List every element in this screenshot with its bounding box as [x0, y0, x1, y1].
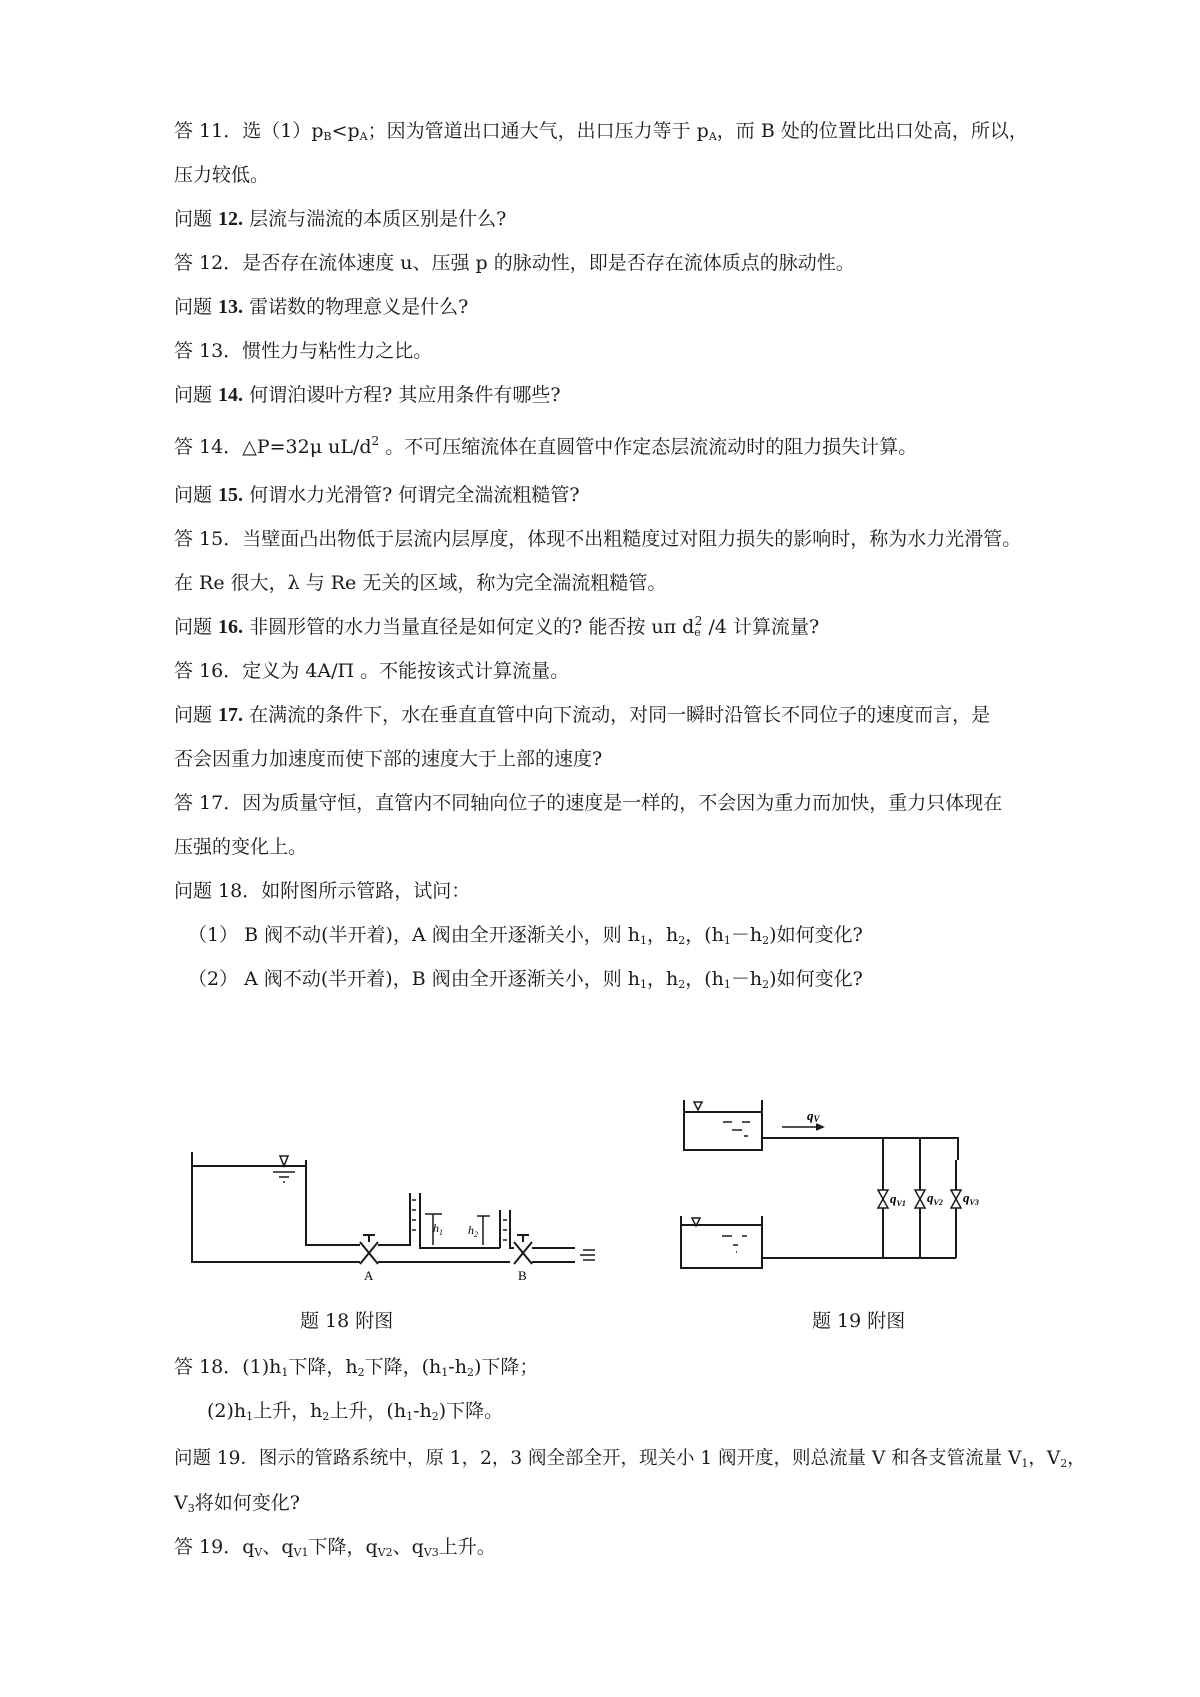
subscript-B: B	[323, 130, 332, 143]
subscript-1: 1	[441, 1366, 449, 1379]
answer-text: )下降；	[473, 1356, 539, 1378]
answer-text: 答 19．q	[174, 1536, 255, 1558]
subscript-1: 1	[723, 978, 731, 991]
answer-15-line2: 在 Re 很大，λ 与 Re 无关的区域，称为完全湍流粗糙管。	[174, 572, 667, 594]
subscript-1: 1	[640, 978, 647, 991]
symbol-h: h	[666, 968, 679, 990]
question-text: 何谓泊谡叶方程? 其应用条件有哪些?	[243, 384, 561, 406]
subscript-1: 1	[1021, 1457, 1029, 1470]
figure-19-parallel-pipe-diagram	[620, 1090, 990, 1290]
answer-11-line1	[174, 118, 1028, 144]
answer-text: 上升，h	[253, 1400, 323, 1422]
subscript-1: 1	[246, 1410, 254, 1423]
question-prefix: 问题	[174, 616, 219, 638]
item-text: （1） B 阀不动(半开着)，A 阀由全开逐渐关小，则 h	[188, 924, 640, 946]
figure-18-pipeline-diagram	[170, 1080, 610, 1280]
question-18-item1	[188, 922, 863, 948]
label-qv1: $q_{V1}$	[890, 1191, 906, 1208]
question-19-line2	[174, 1490, 300, 1516]
paren-open: ，(h	[685, 924, 724, 946]
question-15	[174, 482, 580, 508]
question-17-line1	[174, 702, 990, 728]
subscript-v1: V1	[293, 1546, 309, 1559]
question-16	[174, 614, 819, 640]
subscript-e: e	[694, 626, 701, 639]
subscript-1: 1	[640, 934, 647, 947]
separator: ，	[1067, 1448, 1086, 1469]
valve-3	[951, 1190, 961, 1208]
paren-open: ，(h	[685, 968, 724, 990]
label-qv2: $q_{V2}$	[927, 1190, 943, 1207]
symbol-pA: p	[347, 120, 360, 142]
subscript-1: 1	[406, 1410, 414, 1423]
valve-1	[878, 1190, 888, 1208]
answer-text: 上升。	[438, 1536, 496, 1558]
superscript: 2	[371, 434, 380, 448]
minus: －h	[730, 968, 763, 990]
paren-close: )如何变化?	[769, 924, 863, 946]
subscript-2: 2	[762, 934, 770, 947]
question-text: 将如何变化?	[194, 1492, 300, 1514]
paren-close: )如何变化?	[769, 968, 863, 990]
question-prefix: 问题	[174, 208, 219, 230]
answer-14	[174, 434, 917, 460]
answer-text: -h	[413, 1400, 432, 1422]
subscript-2: 2	[678, 934, 686, 947]
label-valve-a: A	[364, 1268, 374, 1280]
question-text: 何谓水力光滑管? 何谓完全湍流粗糙管?	[243, 484, 580, 506]
answer-19	[174, 1534, 496, 1560]
valve-a	[360, 1242, 378, 1264]
question-prefix: 问题	[174, 484, 219, 506]
question-number: 15.	[218, 484, 244, 506]
question-text: 层流与湍流的本质区别是什么?	[243, 208, 507, 230]
symbol-h: h	[666, 924, 679, 946]
answer-11-prefix: 答 11．选（1）	[174, 120, 312, 142]
symbol-pA2: p	[696, 120, 709, 142]
answer-text: 、q	[262, 1536, 294, 1558]
tank-wall-right	[306, 1160, 340, 1245]
subscript-2: 2	[322, 1410, 330, 1423]
question-12	[174, 206, 506, 232]
formula: 答 14．△P=32μ uL/d	[174, 436, 372, 458]
water-level-marker	[280, 1156, 288, 1166]
answer-16: 答 16．定义为 4A/Π 。不能按该式计算流量。	[174, 660, 570, 682]
minus: －h	[730, 924, 763, 946]
lower-tank	[681, 1216, 762, 1268]
symbol-v: V	[174, 1492, 188, 1514]
subscript-2: 2	[357, 1366, 365, 1379]
question-14	[174, 382, 561, 408]
question-17-line2: 否会因重力加速度而使下部的速度大于上部的速度?	[174, 748, 603, 770]
question-text: 在满流的条件下，水在垂直直管中向下流动，对同一瞬时沿管长不同位子的速度而言，是	[243, 704, 991, 726]
subscript-A2: A	[708, 130, 717, 143]
subscript-2: 2	[762, 978, 770, 991]
answer-11-tail: ，而 B 处的位置比出口处高，所以，	[716, 120, 1028, 142]
answer-text: )下降。	[438, 1400, 504, 1422]
subscript-v: V	[254, 1546, 263, 1559]
question-number: 14.	[218, 384, 244, 406]
answer-text: 、q	[392, 1536, 424, 1558]
upper-tank	[684, 1100, 762, 1150]
question-18: 问题 18．如附图所示管路，试问：	[174, 880, 471, 902]
label-h1: $h_1$	[433, 1221, 443, 1237]
subscript-v3: V3	[423, 1546, 439, 1559]
answer-17-line1: 答 17．因为质量守恒，直管内不同轴向位子的速度是一样的，不会因为重力而加快，重力只体现在	[174, 792, 1003, 814]
answer-text: 上升，(h	[329, 1400, 407, 1422]
valve-2	[915, 1190, 925, 1208]
label-qv: qV	[807, 1108, 820, 1124]
superscript-2: 2	[694, 614, 703, 628]
valve-b	[514, 1242, 532, 1264]
answer-18-line2	[207, 1398, 503, 1424]
answer-12: 答 12．是否存在流体速度 u、压强 p 的脉动性，即是否存在流体质点的脉动性。	[174, 252, 855, 274]
answer-11-mid: ；因为管道出口通大气，出口压力等于	[367, 120, 697, 142]
question-prefix: 问题	[174, 704, 219, 726]
subscript-3: 3	[187, 1502, 195, 1515]
answer-text: 。不可压缩流体在直圆管中作定态层流流动时的阻力损失计算。	[379, 436, 918, 458]
label-qv3: $q_{V3}$	[963, 1190, 979, 1207]
subscript-1: 1	[723, 934, 731, 947]
question-text: 非圆形管的水力当量直径是如何定义的? 能否按 uπ d	[243, 616, 695, 638]
question-number: 16.	[218, 616, 244, 638]
answer-text: 答 18．(1)h	[174, 1356, 282, 1378]
question-number: 13.	[218, 296, 244, 318]
answer-text: 下降，h	[288, 1356, 358, 1378]
question-19-line1	[174, 1446, 1086, 1472]
figure-18-caption: 题 18 附图	[300, 1310, 394, 1332]
subscript-2: 2	[1060, 1457, 1068, 1470]
subscript-2: 2	[431, 1410, 439, 1423]
label-h2: $h_2$	[468, 1223, 478, 1239]
separator: ，	[647, 924, 667, 946]
figure-19-caption: 题 19 附图	[812, 1310, 906, 1332]
question-prefix: 问题	[174, 296, 219, 318]
answer-text: 下降，(h	[364, 1356, 442, 1378]
answer-text: 下降，q	[308, 1536, 378, 1558]
subscript-2: 2	[466, 1366, 474, 1379]
question-number: 17.	[218, 704, 244, 726]
question-text: 问题 19．图示的管路系统中，原 1，2，3 阀全部全开，现关小 1 阀开度，则总流量 V 和各支管流量 V	[174, 1448, 1022, 1469]
question-18-item2	[188, 966, 863, 992]
subscript-A: A	[359, 130, 368, 143]
answer-18-line1	[174, 1354, 538, 1380]
separator: ，V	[1028, 1448, 1061, 1469]
separator: ，	[647, 968, 667, 990]
answer-17-line2: 压强的变化上。	[174, 836, 308, 858]
subscript-v2: V2	[377, 1546, 393, 1559]
item-text: （2） A 阀不动(半开着)，B 阀由全开逐渐关小，则 h	[188, 968, 640, 990]
question-prefix: 问题	[174, 384, 219, 406]
answer-text: (2)h	[207, 1400, 247, 1422]
subscript-1: 1	[281, 1366, 289, 1379]
label-valve-b: B	[518, 1268, 527, 1280]
question-number: 12.	[218, 208, 244, 230]
question-tail: /4 计算流量?	[702, 616, 820, 638]
answer-13: 答 13．惯性力与粘性力之比。	[174, 340, 433, 362]
question-13	[174, 294, 468, 320]
answer-text: -h	[448, 1356, 467, 1378]
answer-15-line1: 答 15．当壁面凸出物低于层流内层厚度，体现不出粗糙度过对阻力损失的影响时，称为水力光滑管。	[174, 528, 1022, 550]
subscript-2: 2	[678, 978, 686, 991]
less-than: <	[331, 120, 348, 142]
answer-11-line2: 压力较低。	[174, 164, 270, 186]
symbol-pB: p	[311, 120, 324, 142]
question-text: 雷诺数的物理意义是什么?	[243, 296, 469, 318]
